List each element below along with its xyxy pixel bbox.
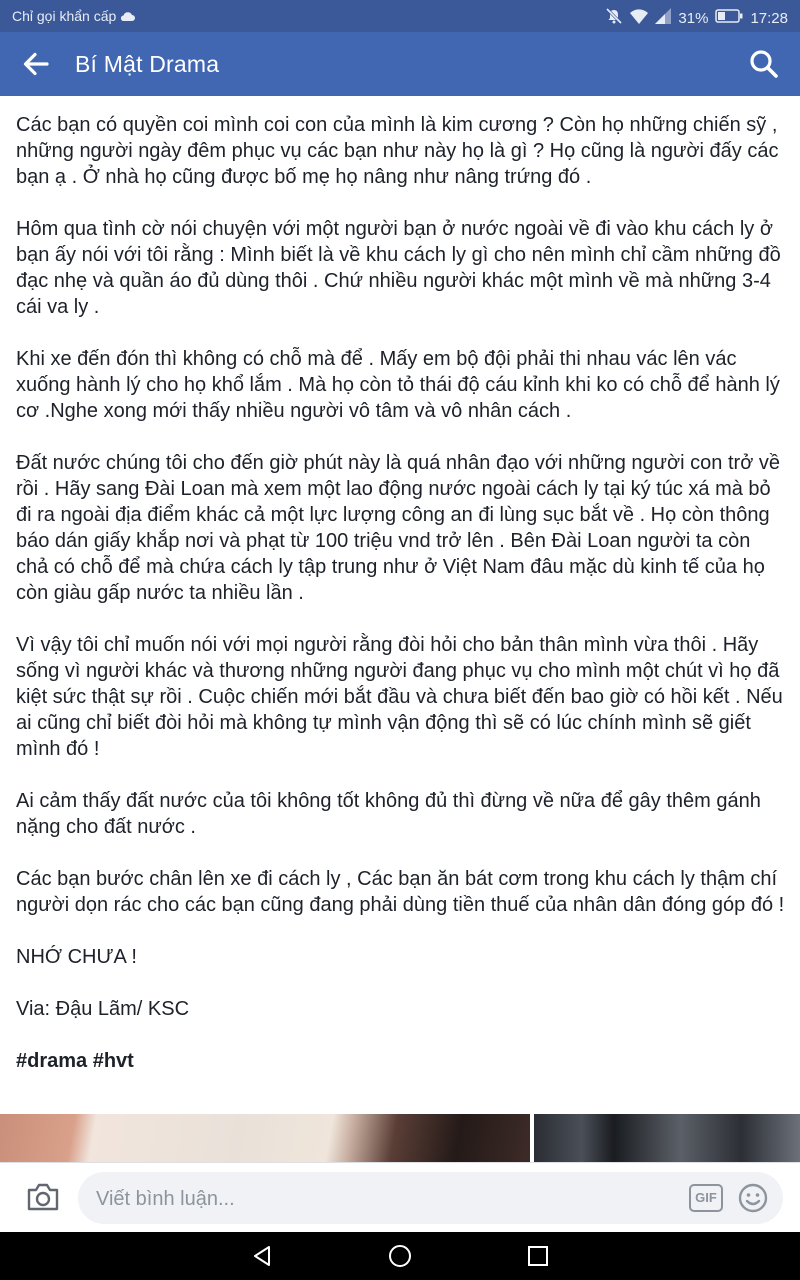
battery-percent: 31% bbox=[678, 9, 709, 27]
post-paragraph: NHỚ CHƯA ! bbox=[16, 946, 137, 968]
hashtag-link[interactable]: #hvt bbox=[92, 1050, 134, 1072]
emoji-icon[interactable] bbox=[737, 1182, 769, 1214]
page-title: Bí Mật Drama bbox=[75, 51, 220, 77]
search-icon[interactable] bbox=[748, 48, 780, 80]
carrier-text: Chỉ gọi khẩn cấp bbox=[12, 8, 117, 24]
post-credit: Via: Đậu Lãm/ KSC bbox=[16, 998, 190, 1020]
gif-icon[interactable]: GIF bbox=[689, 1184, 723, 1212]
back-triangle-icon[interactable] bbox=[250, 1244, 274, 1268]
cloud-icon bbox=[120, 8, 135, 24]
post-photo[interactable] bbox=[534, 1114, 800, 1162]
status-bar-left bbox=[12, 8, 135, 24]
post-body bbox=[16, 112, 788, 1074]
post-paragraph: Vì vậy tôi chỉ muốn nói với mọi người rằng đòi hỏi cho bản thân mình vừa thôi . Hãy sống vì người khác và thương những người đang phục vụ cho mình một chút vì họ đã kiệt sức thật sự rồi . Cuộc chiến mới bắt đầu và chưa biết đến bao giờ có hồi kết . Nếu ai cũng chỉ biết đòi hỏi mà không tự mình vận động thì sẽ có lúc chính mình sẽ giết mình đó ! bbox=[16, 634, 783, 760]
back-arrow-icon[interactable] bbox=[20, 50, 52, 78]
wifi-icon bbox=[630, 8, 648, 28]
battery-icon bbox=[715, 9, 743, 27]
status-bar-right bbox=[605, 7, 788, 29]
post-paragraph: Các bạn bước chân lên xe đi cách ly , Các bạn ăn bát cơm trong khu cách ly thậm chí người dọn rác cho các bạn cũng đang phải dùng tiền thuế của nhân dân đóng góp đó ! bbox=[16, 868, 785, 916]
recents-square-icon[interactable] bbox=[526, 1244, 550, 1268]
post-paragraph: Khi xe đến đón thì không có chỗ mà để . Mấy em bộ đội phải thi nhau vác lên vác xuống hành lý cho họ khổ lắm . Mà họ còn tỏ thái độ cáu kỉnh khi ko có chỗ để hành lý cơ .Nghe xong mới thấy nhiều người vô tâm và vô nhân cách . bbox=[16, 348, 780, 422]
post-paragraph: Hôm qua tình cờ nói chuyện với một người bạn ở nước ngoài về đi vào khu cách ly ở bạn ấy nói với tôi rằng : Mình biết là về khu cách ly gì cho nên mình chỉ cầm những đồ đạc nhẹ và quần áo đủ dùng thôi . Chứ nhiều người khác một mình về mà những 3-4 cái va ly . bbox=[16, 218, 781, 318]
post-paragraph: Các bạn có quyền coi mình coi con của mình là kim cương ? Còn họ những chiến sỹ , những người ngày đêm phục vụ các bạn như này họ là gì ? Họ cũng là người đấy các bạn ạ . Ở nhà họ cũng được bố mẹ họ nâng như nâng trứng đó . bbox=[16, 114, 779, 188]
post-photos bbox=[0, 1114, 800, 1162]
comment-bar bbox=[0, 1162, 800, 1233]
home-circle-icon[interactable] bbox=[388, 1244, 412, 1268]
post-paragraph: Ai cảm thấy đất nước của tôi không tốt không đủ thì đừng về nữa để gây thêm gánh nặng cho đất nước . bbox=[16, 790, 761, 838]
status-bar bbox=[0, 0, 800, 32]
clock: 17:28 bbox=[750, 9, 788, 27]
post-photo[interactable] bbox=[0, 1114, 530, 1162]
post-paragraph: Đất nước chúng tôi cho đến giờ phút này là quá nhân đạo với những người con trở về rồi . Hãy sang Đài Loan mà xem một lao động nước ngoài cách ly tại ký túc xá mà bỏ đi ra ngoài địa điểm khác cả một lực lượng công an đi lùng sục bắt về . Họ còn thông báo dán giấy khắp nơi và phạt từ 100 triệu vnd trở lên . Bên Đài Loan người ta còn chả có chỗ để mà chứa cách ly tập trung như ở Việt Nam đâu mặc dù kinh tế của họ còn giàu gấp nước ta nhiều lần . bbox=[16, 452, 780, 604]
camera-icon[interactable] bbox=[26, 1182, 60, 1212]
hashtag-line bbox=[16, 1048, 788, 1074]
signal-icon bbox=[655, 8, 671, 28]
hashtag-link[interactable]: #drama bbox=[16, 1050, 88, 1072]
app-bar bbox=[0, 32, 800, 96]
system-nav-bar bbox=[0, 1232, 800, 1280]
mute-icon bbox=[605, 7, 623, 29]
comment-input[interactable] bbox=[94, 1180, 678, 1218]
comment-field[interactable] bbox=[78, 1172, 783, 1224]
